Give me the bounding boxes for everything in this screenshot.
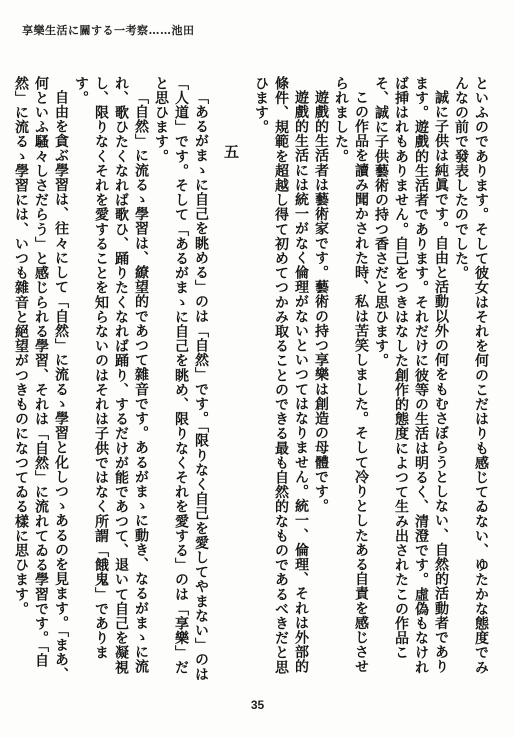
paragraph: 遊戲的生活には統一がなく倫理がないといつてはなりません。統一、倫理、それは外部的條件、規範を超越し得て初めてつかみ取ることのできる最も自然的なものであるべきだと思ひます。 [253,76,309,675]
section-heading: 五 [222,143,240,161]
running-header: 享樂生活に關する一考察……池田 [22,24,195,37]
paragraph: 自由を貪ぶ學習は、往々にして「自然」に流るゝ學習と化しつゝあるのを見ます。「まあ、何といふ騷々しさだらう」と感じられる學習、それは「自然」に流れてゐる學習です。「自然」に流るゝ學習には、いつも雜音と絕望がつきものになつてゐる樣に思ひます。 [13,76,69,682]
paragraph: 「自然」に流るゝ學習は、繚望的であつて雜音です。あるがまゝに動き、なるがまゝに流れ、歌ひたくなれば歌ひ、踊りたくなれば踊り、するだけが能であつて、退いて自己を凝視し、限りなくそれを愛することを知らないのはそれは子供ではなく所謂「餓鬼」であります。 [73,76,149,675]
body-text [11,76,491,688]
paragraph: 遊戲的生活者は藝術家です。藝術の持つ享樂は創造の母體です。 [313,90,329,514]
page-number: 35 [250,698,265,712]
paragraph: といふのであります。そして彼女はそれを何のこだはりも感じてゐない、ゆたかな態度でみんなの前で發表したのでした。 [453,76,489,675]
paragraph: 「あるがまゝに自己を眺める」のは「自然」です。「限りなく自己を愛してやまない」のは「人道」です。そして「あるがまゝに自己を眺め、限りなくそれを愛する」のは「享樂」だと思ひます。 [153,76,209,682]
paragraph: この作品を讀み聞かされた時、私は苦笑しました。そして冷りとしたある自責を感じさせられました。 [333,76,369,674]
paragraph: 誠に子供は純眞です。自由と活動以外の何をもむさぼらうとしない、自然的活動者であります。遊戲的生活者であります。それだけに彼等の生活は明るく、清澄です。虛偽もなければ挿はれもありません。自己をつきはなした創作的態度によつて生み出されたこの作品こそ、誠に子供藝術の持つ香さだと思ひます。 [373,76,449,675]
